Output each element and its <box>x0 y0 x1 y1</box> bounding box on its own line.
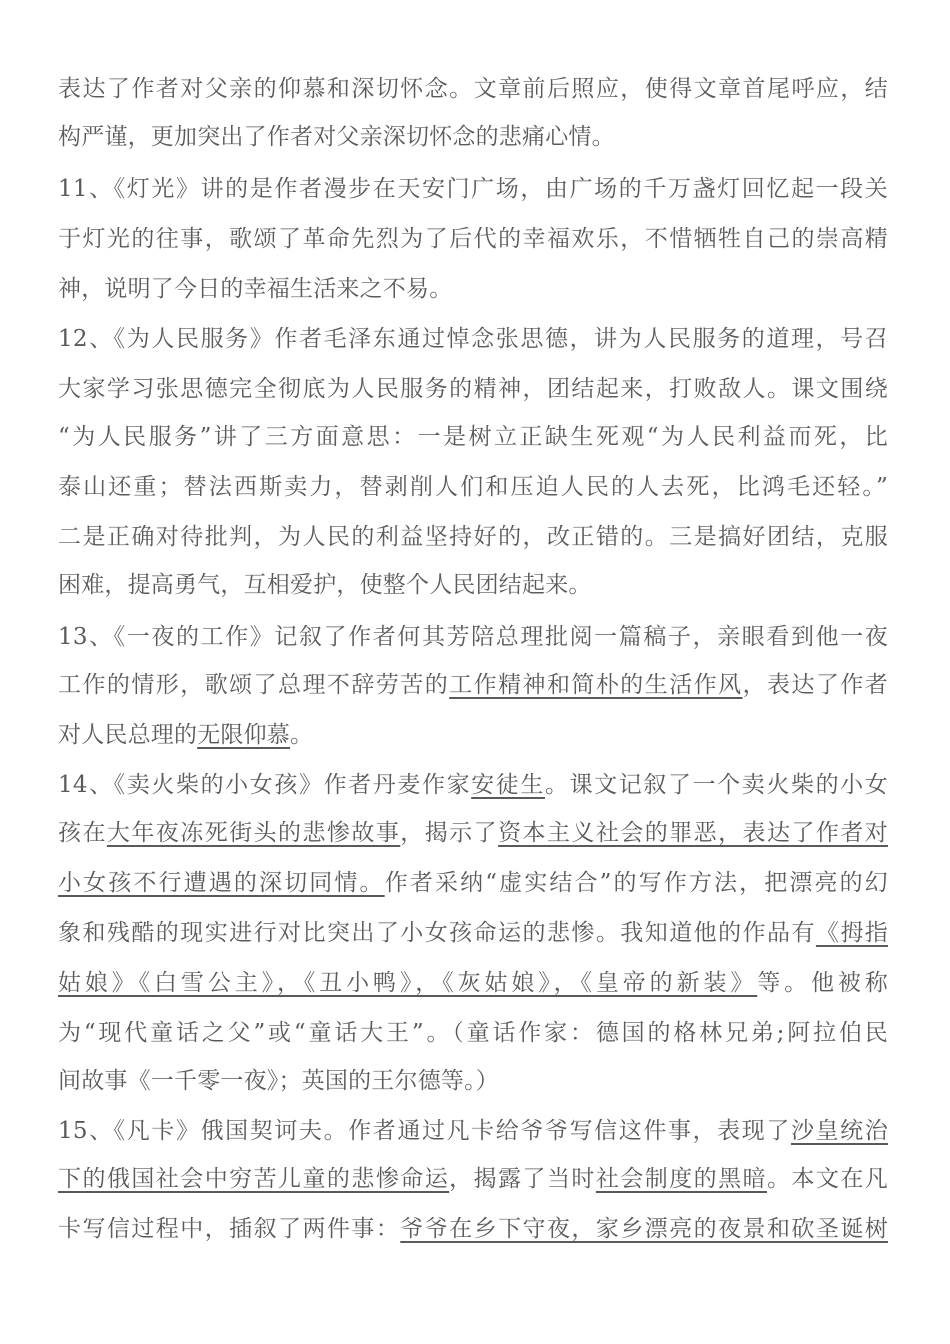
text-line <box>58 1162 888 1196</box>
underlined-text: 无限仰慕 <box>197 722 291 748</box>
text-line <box>58 272 888 306</box>
text-segment: 象和残酷的现实进行对比突出了小女孩命运的悲惨。我知道他的作品有 <box>58 920 816 946</box>
text-segment: 表达了作者对父亲的仰慕和深切怀念。文章前后照应，使得文章首尾呼应，结 <box>58 76 888 102</box>
text-segment: 孩在 <box>58 820 107 846</box>
text-segment: ，表达了作者 <box>742 672 888 698</box>
text-segment: “为人民服务”讲了三方面意思：一是树立正缺生死观“为人民利益而死，比 <box>58 424 888 450</box>
text-segment: 12、《为人民服务》作者毛泽东通过悼念张思德，讲为人民服务的道理，号召 <box>58 326 888 352</box>
text-line <box>58 668 888 702</box>
text-segment: ，揭示了 <box>400 820 499 846</box>
text-line <box>58 620 888 654</box>
text-segment: 14、《卖火柴的小女孩》作者丹麦作家 <box>58 772 472 798</box>
text-segment: 间故事《一千零一夜》；英国的王尔德等。） <box>58 1068 499 1094</box>
text-line <box>58 222 888 256</box>
underlined-text: 小女孩不行遭遇的深切同情。 <box>58 870 385 896</box>
underlined-text: 《拇指 <box>815 920 888 946</box>
text-line <box>58 470 888 504</box>
text-line <box>58 866 888 900</box>
text-line <box>58 916 888 950</box>
text-line <box>58 520 888 554</box>
text-segment: 大家学习张思德完全彻底为人民服务的精神，团结起来，打败敌人。课文围绕 <box>58 376 888 402</box>
text-segment: 神，说明了今日的幸福生活来之不易。 <box>58 276 453 302</box>
text-line <box>58 72 888 106</box>
text-segment: 等。他被称 <box>757 970 888 996</box>
text-line <box>58 768 888 802</box>
underlined-text: 安徒生 <box>471 772 545 798</box>
text-segment: 泰山还重；替法西斯卖力，替剥削人们和压迫人民的人去死，比鸿毛还轻。” <box>58 474 888 500</box>
text-line <box>58 1064 888 1098</box>
text-segment: 为“现代童话之父”或“童话大王”。（童话作家：德国的格林兄弟;阿拉伯民 <box>58 1020 888 1046</box>
text-line <box>58 1016 888 1050</box>
text-segment: 二是正确对待批判，为人民的利益坚持好的，改正错的。三是搞好团结，克服 <box>58 524 888 550</box>
text-segment: 。 <box>290 722 314 748</box>
text-segment: 工作的情形，歌颂了总理不辞劳苦的 <box>58 672 450 698</box>
text-segment: 构严谨，更加突出了作者对父亲深切怀念的悲痛心情。 <box>58 124 615 150</box>
underlined-text: 资本主义社会的罪恶，表达了作者对 <box>498 820 888 846</box>
text-line <box>58 322 888 356</box>
text-segment: 卡写信过程中，插叙了两件事： <box>58 1216 401 1242</box>
text-segment: 。课文记叙了一个卖火柴的小女 <box>544 772 888 798</box>
text-line <box>58 172 888 206</box>
underlined-text: 社会制度的黑暗 <box>595 1166 768 1192</box>
text-line <box>58 816 888 850</box>
text-segment: 作者采纳“虚实结合”的写作方法，把漂亮的幻 <box>384 870 888 896</box>
text-segment: ，揭露了当时 <box>449 1166 596 1192</box>
text-line <box>58 718 888 752</box>
text-segment: 对人民总理的 <box>58 722 198 748</box>
underlined-text: 爷爷在乡下守夜，家乡漂亮的夜景和砍圣诞树 <box>400 1216 888 1242</box>
text-line <box>58 568 888 602</box>
underlined-text: 工作精神和简朴的生活作风 <box>449 672 743 698</box>
text-line <box>58 420 888 454</box>
underlined-text: 下的俄国社会中穷苦儿童的悲惨命运 <box>58 1166 450 1192</box>
text-line <box>58 1114 888 1148</box>
text-segment: 。本文在凡 <box>767 1166 888 1192</box>
underlined-text: 大年夜冻死街头的悲惨故事 <box>106 820 401 846</box>
text-line <box>58 966 888 1000</box>
underlined-text: 姑娘》《白雪公主》，《丑小鸭》，《灰姑娘》，《皇帝的新装》 <box>58 970 758 996</box>
text-line <box>58 372 888 406</box>
text-segment: 于灯光的往事，歌颂了革命先烈为了后代的幸福欢乐，不惜牺牲自己的崇高精 <box>58 226 888 252</box>
text-segment: 困难，提高勇气，互相爱护，使整个人民团结起来。 <box>58 572 592 598</box>
text-segment: 13、《一夜的工作》记叙了作者何其芳陪总理批阅一篇稿子，亲眼看到他一夜 <box>58 624 888 650</box>
underlined-text: 沙皇统治 <box>790 1118 888 1144</box>
text-line <box>58 1212 888 1246</box>
text-line <box>58 120 888 154</box>
text-segment: 15、《凡卡》俄国契诃夫。作者通过凡卡给爷爷写信这件事，表现了 <box>58 1118 791 1144</box>
text-segment: 11、《灯光》讲的是作者漫步在天安门广场，由广场的千万盏灯回忆起一段关 <box>58 176 888 202</box>
